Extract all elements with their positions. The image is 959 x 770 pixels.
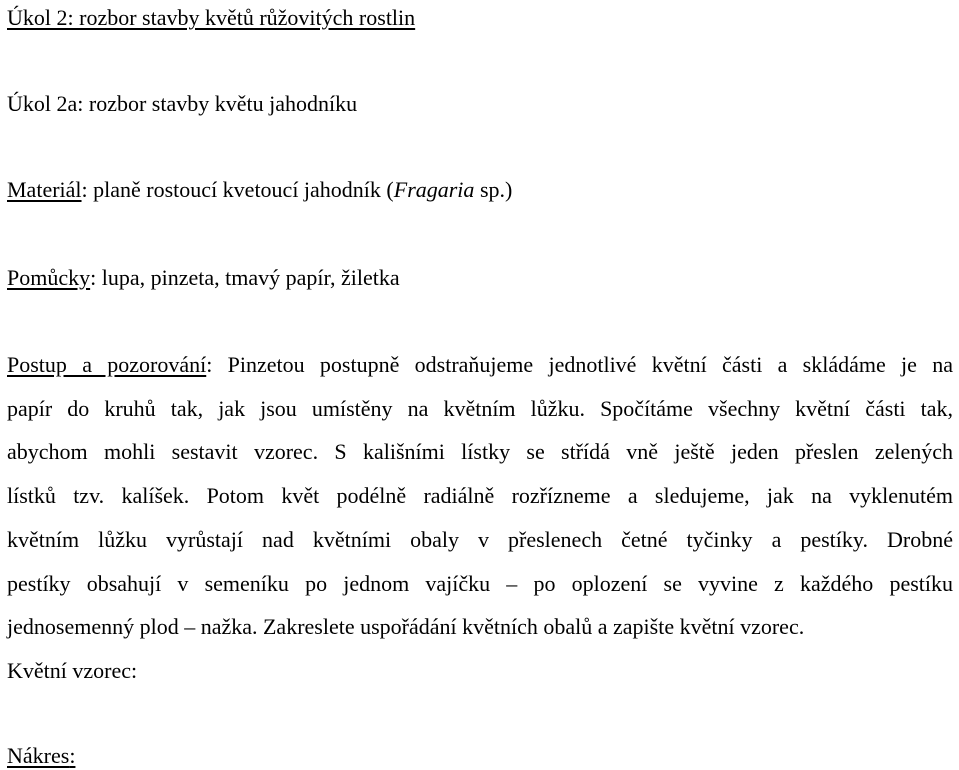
- procedure-paragraph: [7, 343, 953, 693]
- drawing-line: [7, 742, 75, 770]
- tools-line: [7, 264, 400, 292]
- subtask-heading: Úkol 2a: rozbor stavby květu jahodníku: [7, 91, 358, 116]
- material-text: planě rostoucí kvetoucí jahodník (: [93, 177, 394, 202]
- tools-text: lupa, pinzeta, tmavý papír, žiletka: [101, 265, 400, 290]
- material-text-end: sp.): [474, 177, 513, 202]
- procedure-text: Pinzetou postupně odstraňujeme jednotlivé květní části a skládáme je na: [227, 352, 953, 377]
- tools-label: Pomůcky: [7, 265, 91, 290]
- task-heading: Úkol 2: rozbor stavby květů růžovitých rostlin: [7, 5, 416, 30]
- procedure-line: květním lůžku vyrůstají nad květními obaly v přeslenech četné tyčinky a pestíky. Drobné: [7, 526, 953, 552]
- procedure-separator: :: [206, 352, 228, 377]
- procedure-first-line: [7, 343, 953, 387]
- drawing-separator: :: [69, 743, 76, 768]
- material-latin-name: Fragaria: [393, 177, 475, 202]
- procedure-line: papír do kruhů tak, jak jsou umístěny na květním lůžku. Spočítáme všechny květní části tak,: [7, 395, 953, 421]
- material-separator: :: [81, 177, 94, 202]
- procedure-line: jednosemenný plod – nažka. Zakreslete uspořádání květních obalů a zapište květní vzorec.: [7, 614, 805, 640]
- procedure-line: lístků tzv. kalíšek. Potom květ podélně radiálně rozřízneme a sledujeme, jak na vyklenutém: [7, 483, 953, 509]
- material-line: [7, 176, 512, 204]
- material-label: Materiál: [7, 177, 82, 202]
- tools-separator: :: [90, 265, 102, 290]
- procedure-label: Postup a pozorování: [7, 352, 207, 377]
- drawing-label: Nákres: [7, 743, 70, 768]
- procedure-line: abychom mohli sestavit vzorec. S kališními lístky se střídá vně ještě jeden přeslen zelených: [7, 439, 953, 465]
- flower-formula-label: Květní vzorec:: [7, 657, 138, 683]
- procedure-line: pestíky obsahují v semeníku po jednom vajíčku – po oplození se vyvine z každého pestíku: [7, 570, 953, 596]
